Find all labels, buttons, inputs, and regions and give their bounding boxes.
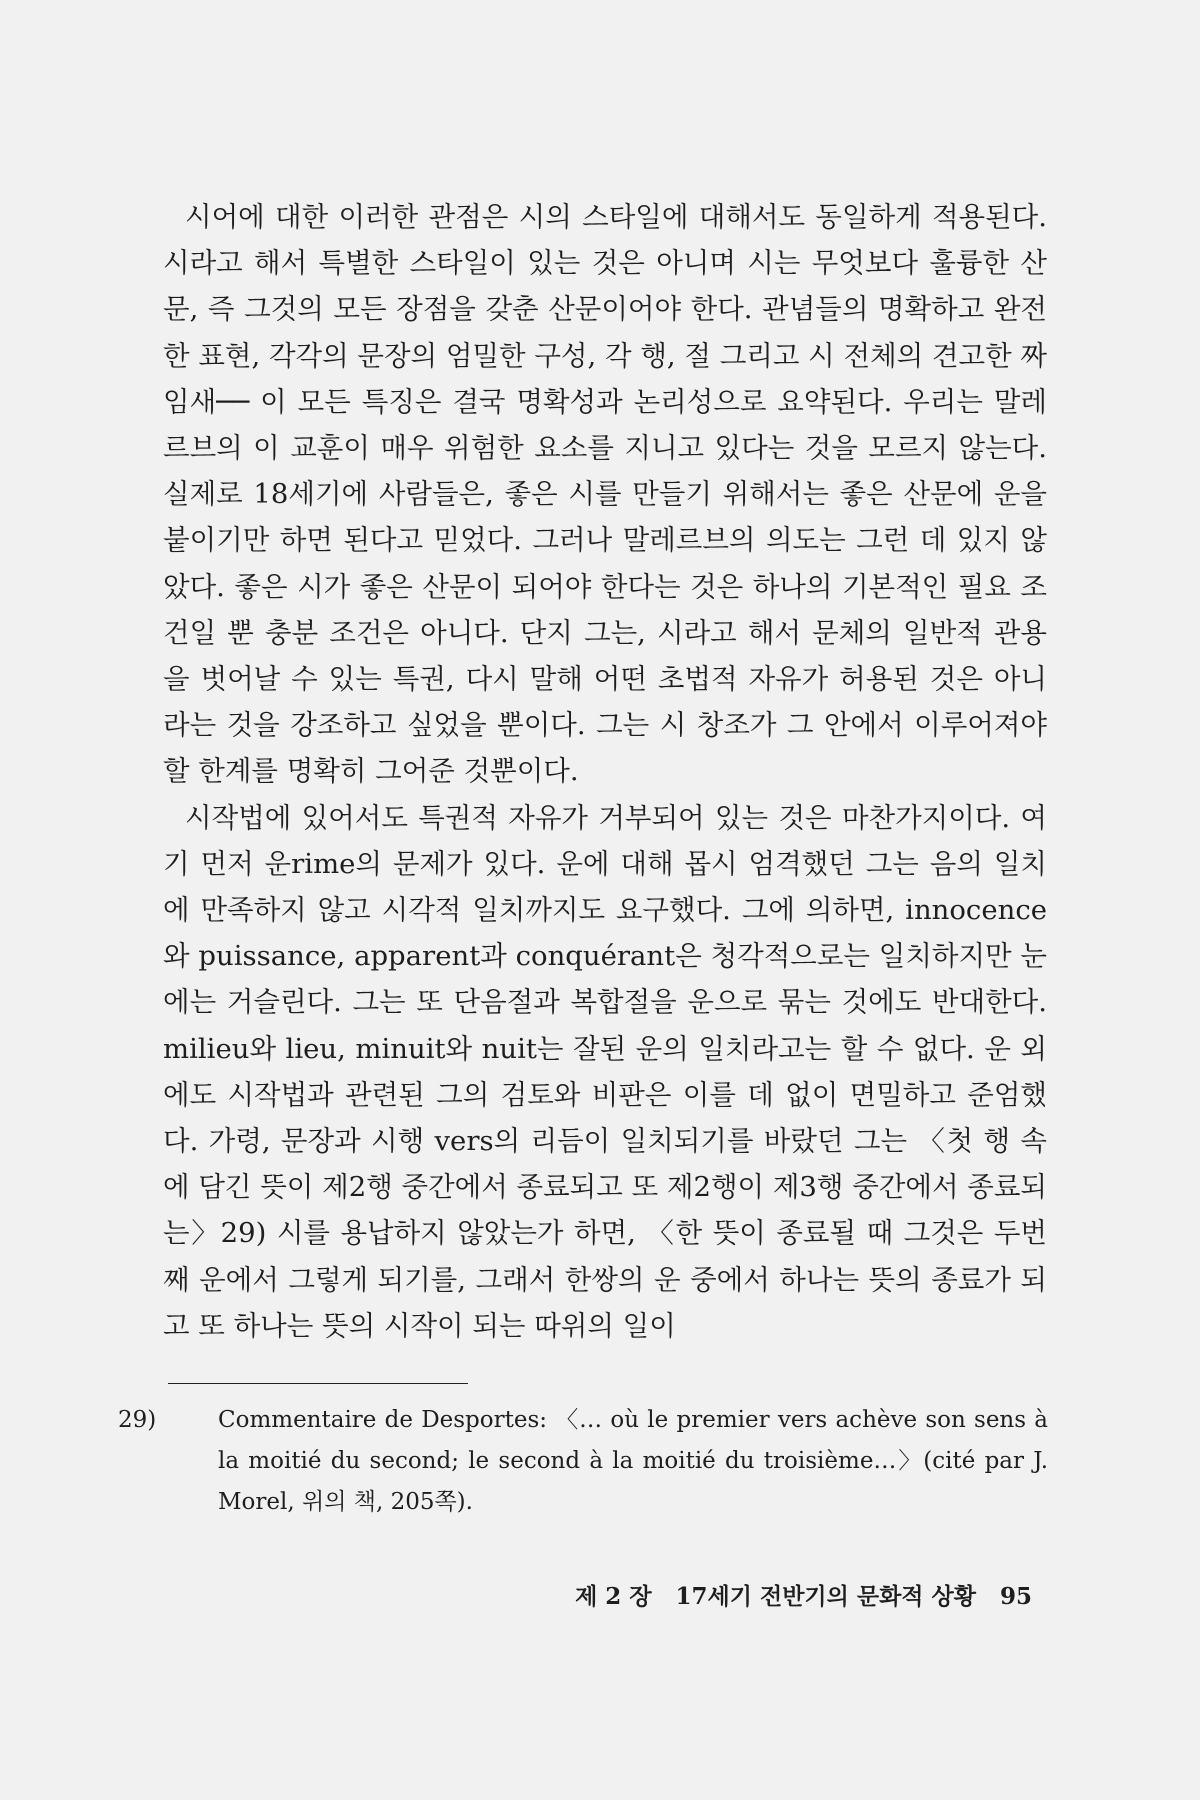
chapter-title: 17세기 전반기의 문화적 상황: [675, 1583, 976, 1610]
paragraph-2: 시작법에 있어서도 특권적 자유가 거부되어 있는 것은 마찬가지이다. 여기 먼저 운rime의 문제가 있다. 운에 대해 몹시 엄격했던 그는 음의 일치에 만족하지 않고 시각적 일치까지도 요구했다. 그에 의하면, innocence와 puissance, apparent과 conquérant은 청각적으로는 일치하지만 눈에는 거슬린다. 그는 또 단음절과 복합절을 운으로 묶는 것에도 반대한다. milieu와 lieu, minuit와 nuit는 잘된 운의 일치라고는 할 수 없다. 운 외에도 시작법과 관련된 그의 검토와 비판은 이를 데 없이 면밀하고 준엄했다. 가령, 문장과 시행 vers의 리듬이 일치되기를 바랐던 그는 〈첫 행 속에 담긴 뜻이 제2행 중간에서 종료되고 또 제2행이 제3행 중간에서 종료되는〉29) 시를 용납하지 않았는가 하면, 〈한 뜻이 종료될 때 그것은 두번째 운에서 그렇게 되기를, 그래서 한쌍의 운 중에서 하나는 뜻의 종료가 되고 또 하나는 뜻의 시작이 되는 따위의 일이: [163, 801, 1047, 1342]
footnote-29: [118, 1400, 1048, 1523]
footnotes: [118, 1400, 1048, 1523]
running-footer: [575, 1578, 1032, 1611]
footnote-divider: [168, 1383, 468, 1384]
chapter-label: 제 2 장: [575, 1583, 652, 1610]
footnote-text: Commentaire de Desportes: 〈… où le premier vers achève son sens à la moitié du second; le second à la moitié du troisième…〉(cité par J. Morel, 위의 책, 205쪽).: [218, 1407, 1048, 1515]
body-text: [163, 194, 1047, 1349]
paragraph-1: 시어에 대한 이러한 관점은 시의 스타일에 대해서도 동일하게 적용된다. 시라고 해서 특별한 스타일이 있는 것은 아니며 시는 무엇보다 훌륭한 산문, 즉 그것의 모든 장점을 갖춘 산문이어야 한다. 관념들의 명확하고 완전한 표현, 각각의 문장의 엄밀한 구성, 각 행, 절 그리고 시 전체의 견고한 짜임새── 이 모든 특징은 결국 명확성과 논리성으로 요약된다. 우리는 말레르브의 이 교훈이 매우 위험한 요소를 지니고 있다는 것을 모르지 않는다. 실제로 18세기에 사람들은, 좋은 시를 만들기 위해서는 좋은 산문에 운을 붙이기만 하면 된다고 믿었다. 그러나 말레르브의 의도는 그런 데 있지 않았다. 좋은 시가 좋은 산문이 되어야 한다는 것은 하나의 기본적인 필요 조건일 뿐 충분 조건은 아니다. 단지 그는, 시라고 해서 문체의 일반적 관용을 벗어날 수 있는 특권, 다시 말해 어떤 초법적 자유가 허용된 것은 아니라는 것을 강조하고 싶었을 뿐이다. 그는 시 창조가 그 안에서 이루어져야 할 한계를 명확히 그어준 것뿐이다.: [163, 201, 1047, 788]
page-number: 95: [999, 1583, 1032, 1610]
footnote-number: 29): [118, 1407, 157, 1433]
